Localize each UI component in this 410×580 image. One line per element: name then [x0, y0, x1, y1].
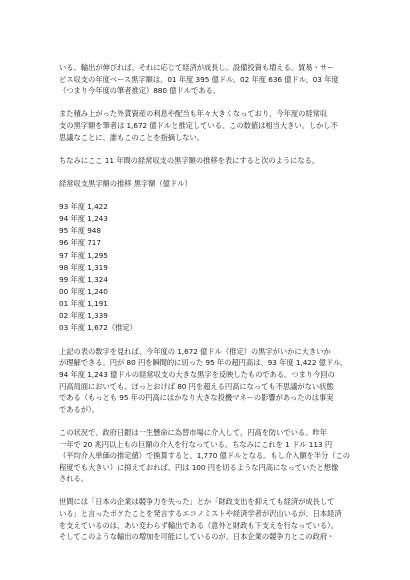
table-row: 99 年度 1,324: [59, 274, 108, 284]
paragraph-export-growth: [59, 62, 359, 97]
text-line: 上記の表の数字を見れば、今年度の 1,672 億ドル（推定）の黒字がいかに大きいか: [59, 346, 331, 356]
table-row: 98 年度 1,319: [59, 262, 108, 272]
text-line: 円高局面においても、ほっとおけば 80 円を超える円高になっても不思議がない状態: [59, 381, 334, 391]
paragraph-analysis: [59, 346, 359, 416]
text-line: 世間には「日本の企業は競争力を失った」とか「財政支出を抑えても経済が成長して: [59, 497, 335, 507]
text-line: される。: [59, 474, 88, 484]
table-row: 03 年度 1,672（推定）: [59, 323, 137, 333]
document-page: [59, 62, 359, 543]
text-line: である（もっとも 95 年の円高にはかなり大きな投機マネーの影響があったのは事実: [59, 393, 334, 403]
text-line: 94 年度 1,243 億ドルの経常収支の大きな黒字を反映したものである。つまり今回の: [59, 369, 335, 379]
table-title: 経常収支黒字額の推移 黒字額（億ドル）: [59, 178, 192, 188]
table-row: 93 年度 1,422: [59, 202, 108, 212]
text-line: を支えているのは、あい変わらず輸出である（意外と財政も下支えを行なっている）。: [59, 520, 338, 530]
paragraph-table-intro: [59, 155, 359, 167]
text-line: 思議なことに、誰もこのことを指摘しない。: [59, 132, 204, 142]
text-line: 支の黒字額を筆者は 1,672 億ドルと推定している。この数値は相当大きい。しかし不: [59, 120, 338, 130]
text-line: 程度でも大きい）に抑えておれば、円は 100 円を切るような円高になっていたと想像: [59, 462, 339, 472]
text-line: 一年で 20 兆円以上もの巨額の介入を行なっている。ちなみにこれを 1 ドル 113 円: [59, 439, 333, 449]
text-line: いる。輸出が伸びれば、それに応じて経済が成長し、設備投資も増える。貿易・サー: [59, 63, 335, 72]
paragraph-intervention: [59, 427, 359, 485]
table-row: 96 年度 717: [59, 238, 101, 248]
surplus-table-title: [59, 178, 359, 190]
table-row: 00 年度 1,240: [59, 286, 108, 296]
table-row: 97 年度 1,295: [59, 250, 108, 260]
paragraph-economists: [59, 496, 359, 542]
text-line: ビス収支の年度ベース黒字額は、01 年度 395 億ドル、02 年度 636 億ドル、03 年度: [59, 74, 339, 84]
table-row: 01 年度 1,191: [59, 298, 108, 308]
text-line: いる」と言ったボケたことを発言するエコノミストや経済学者が沢山いるが、日本経済: [59, 509, 342, 519]
table-row: 02 年度 1,339: [59, 310, 108, 320]
surplus-table: [59, 201, 359, 334]
text-line: （つまり今年度の筆者推定）880 億ドルである。: [59, 86, 220, 96]
text-line: そしてこのような輸出の増加を可能にしているのが、日本企業の競争力とこの政府・: [59, 532, 335, 542]
table-row: 94 年度 1,243: [59, 214, 108, 224]
table-row: 95 年度 948: [59, 226, 101, 236]
text-line: ちなみにここ 11 年間の経常収支の黒字額の推移を表にすると次のようになる。: [59, 155, 320, 165]
text-line: が理解できる。円が 80 円を瞬間的に切った 95 年の超円高は、93 年度 1,422 億ドル、: [59, 358, 348, 368]
paragraph-current-account: [59, 108, 359, 143]
text-line: （平均介入単価の推定値）で換算すると、1,770 億ドルとなる。もし介入額を半分（この: [59, 451, 351, 461]
text-line: また積み上がった外貨資産の利息や配当も年々大きくなっており、今年度の経常収: [59, 109, 328, 119]
text-line: この状況で、政府日銀は一生懸命に為替市場に介入して、円高を防いでいる。昨年: [59, 427, 327, 437]
text-line: であるが）。: [59, 404, 99, 414]
